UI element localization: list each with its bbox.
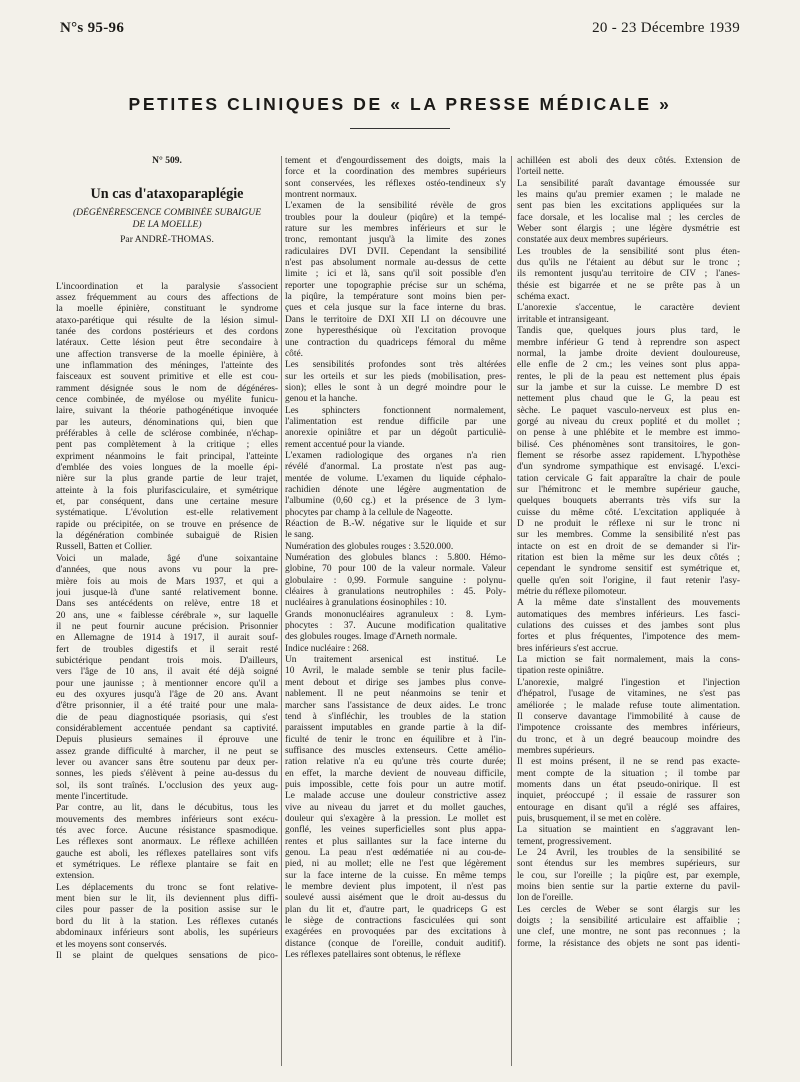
- text-line: sol, ils sont traînés. L'occlusion des yeux aug-: [56, 780, 278, 791]
- text-line: quelle qu'en soit l'origine, il faut retenir l'asy-: [517, 575, 740, 586]
- text-line: la piqûre, la température sont moins bien per-: [285, 292, 506, 303]
- text-line: joui jusque-là d'une santé relativement bonne.: [56, 587, 278, 598]
- text-line: l'albumine (0,60 cg.) et la présence de 3 lym-: [285, 496, 506, 507]
- text-line: d'être prisonnier, il a été traité pour une mala-: [56, 701, 278, 712]
- text-line: limite ; ici et là, sans qu'il soit possible d'en: [285, 269, 506, 280]
- text-line: genou. La peau n'est œdématiée ni au cou-de-: [285, 847, 506, 858]
- text-line: l'impotence croissante des membres inférieurs,: [517, 723, 740, 734]
- text-line: nettement plus chaud que le G, la peau est: [517, 394, 740, 405]
- text-line: genou et la hanche.: [285, 394, 358, 405]
- text-line: en effet, la marche devient de nouveau difficile,: [285, 768, 506, 779]
- text-line: sur l'hémitronc et le membre supérieur gauche,: [517, 484, 740, 495]
- text-line: reporter une topographie précise sur un schéma,: [285, 280, 506, 291]
- text-line: globulaire : 0,99. Formule sanguine : polynu-: [285, 575, 506, 586]
- text-line: ramment désignée sous le nom de dégénéres-: [56, 383, 278, 394]
- article-title: Un cas d'ataxoparaplégie: [90, 186, 244, 203]
- text-line: Tandis que, quelques jours plus tard, le: [517, 326, 740, 337]
- text-line: bord du lit à la station. Les réflexes cutanés: [56, 916, 278, 927]
- text-line: Indice nucléaire : 268.: [285, 643, 369, 654]
- text-line: Numération des globules rouges : 3.520.000.: [285, 541, 454, 552]
- text-line: latéraux. Cette lésion peut être secondaire à: [56, 338, 278, 349]
- text-line: par les auteurs, dénominations qui, bien que: [56, 417, 278, 428]
- column-1-body: [56, 282, 278, 963]
- text-line: métrie du réflexe pilomoteur.: [517, 587, 627, 598]
- text-line: tipation reste opiniâtre.: [517, 666, 604, 677]
- text-line: mente l'incertitude.: [56, 792, 128, 803]
- text-line: eu des oxyures jusqu'à l'âge de 20 ans. Avant: [56, 689, 278, 700]
- article-subtitle: (DÉGÉNÉRESCENCE COMBINÉE SUBAIGUE: [72, 207, 262, 219]
- text-line: ficulté de tenir le tronc en équilibre et à l'in-: [285, 734, 506, 745]
- text-line: Par contre, au lit, dans le décubitus, tous les: [56, 803, 278, 814]
- text-line: en Allemagne de 1914 à 1917, il aurait souf-: [56, 633, 278, 644]
- text-line: phocytes par champ à la cellule de Nageotte.: [285, 507, 453, 518]
- text-line: 10 Avril, le malade semble se tenir plus facile-: [285, 666, 506, 677]
- text-line: fert de troubles digestifs et il serait resté: [56, 644, 278, 655]
- text-line: pour une jaunisse ; à mentionner encore qu'il a: [56, 678, 278, 689]
- text-line: une affection transverse de la moelle épinière, à: [56, 349, 278, 360]
- text-line: le sang.: [285, 530, 314, 541]
- text-line: L'anorexie s'accentue, le caractère devient: [517, 303, 740, 314]
- text-line: ataxo-parétique qui résulte de la lésion simul-: [56, 315, 278, 326]
- text-line: forme, la résistance des objets ne sont pas identi-: [517, 938, 740, 949]
- text-line: Les cercles de Weber se sont élargis sur les: [517, 904, 740, 915]
- text-line: Les réflexes sont anormaux. Le réflexe achilléen: [56, 837, 278, 848]
- text-line: phocytes : 37. Aucune modification qualitative: [285, 621, 506, 632]
- text-line: cuisse du même côté. L'excitation appliquée à: [517, 507, 740, 518]
- text-line: entourage en disant qu'il a réglé ses affaires,: [517, 802, 740, 813]
- text-line: doigts ; la sensibilité articulaire est affaiblie ;: [517, 916, 740, 927]
- text-line: rentes, le pli de la peau est nettement plus épais: [517, 371, 740, 382]
- text-line: on pense à une phlébite et le membre est immo-: [517, 428, 740, 439]
- text-line: irritable et intransigeant.: [517, 314, 609, 325]
- text-line: le cou, sur l'oreille ; la piqûre est, par exemple,: [517, 870, 740, 881]
- text-line: ration relative n'a eu qu'une très courte durée;: [285, 757, 506, 768]
- text-line: ciles pour passer de la position assise sur le: [56, 905, 278, 916]
- text-line: Dans le territoire de DXI XII LI on découvre une: [285, 314, 506, 325]
- text-line: troubles pour la douleur (piqûre) et la tempé-: [285, 212, 506, 223]
- text-line: Dans ses antécédents on relève, entre 18 et: [56, 599, 278, 610]
- text-line: La miction se fait normalement, mais la cons-: [517, 655, 740, 666]
- text-line: zone hyperesthésique où l'excitation provoque: [285, 326, 506, 337]
- text-line: moins bien sentie sur la partie externe du pavil-: [517, 882, 740, 892]
- text-line: inquiet, préoccupé ; il essaie de rassurer son: [517, 791, 740, 802]
- text-line: et les moyens sont conservés.: [56, 939, 167, 950]
- text-line: bilisé. Ces phénomènes sont transitoires, le gon-: [517, 439, 740, 450]
- text-line: Il se plaint de quelques sensations de pico-: [56, 950, 278, 961]
- text-line: pied, ni au mollet; elle ne l'est que légèrement: [285, 859, 506, 870]
- text-line: Voici un malade, âgé d'une soixantaine: [56, 553, 278, 564]
- text-line: Les sphincters fonctionnent normalement,: [285, 405, 506, 416]
- text-line: distance (conque de l'oreille, conduit auditif).: [285, 938, 506, 949]
- text-line: la moelle épinière, constituant le syndrome: [56, 304, 278, 315]
- text-line: globine, 70 pour 100 de la valeur normale. Valeur: [285, 564, 506, 575]
- text-line: fortes et plus fréquentes, l'impotence des mem-: [517, 632, 740, 643]
- text-line: sion); elles le sont à un degré moindre pour le: [285, 382, 506, 393]
- article-number: N° 509.: [152, 156, 182, 166]
- text-line: lon de l'oreille.: [517, 893, 574, 904]
- article-author: Par ANDRÉ-THOMAS.: [120, 234, 214, 246]
- text-line: lever ou avancer sans être soutenu par deux per-: [56, 758, 278, 768]
- text-line: rachidien dénote une légère augmentation de: [285, 484, 506, 495]
- text-line: des globules rouges. Image d'Arneth normale.: [285, 632, 458, 643]
- column-3-body: [517, 156, 740, 950]
- text-line: ils remontent jusqu'au territoire de CIV ; l'anes-: [517, 269, 740, 280]
- text-line: Il conserve davantage l'immobilité à cause de: [517, 711, 740, 722]
- text-line: rentes et plus saillantes sur la face interne du: [285, 836, 506, 847]
- text-line: Les déplacements du tronc se font relative-: [56, 882, 278, 893]
- text-line: puis impossible, cette fois pour un autre motif.: [285, 779, 506, 790]
- text-line: tés avec force. Aucune résistance spasmodique.: [56, 826, 278, 837]
- text-line: Les sensibilités profondes sont très altérées: [285, 360, 506, 371]
- text-line: améliorée ; le malade refuse toute alimentation.: [517, 700, 740, 711]
- text-line: La sensibilité paraît davantage émoussée sur: [517, 178, 740, 189]
- text-line: Il est moins présent, il ne se rend pas exacte-: [517, 757, 740, 768]
- text-line: nucléaires à granulations éosinophiles : 10.: [285, 598, 447, 609]
- text-line: Numération des globules blancs : 5.800. Hémo-: [285, 553, 506, 564]
- text-line: assez fréquemment au cours des affections de: [56, 292, 278, 303]
- text-line: çues et cela jusque sur la face interne du bras.: [285, 303, 506, 314]
- text-line: systématique. L'évolution est-elle relativement: [56, 508, 278, 519]
- text-line: elle enfle de 2 cm.; les veines sont plus appa-: [517, 360, 740, 371]
- text-line: Depuis plusieurs semaines il éprouve une: [56, 735, 278, 746]
- text-line: atteinte à la fois plurifasciculaire, et symétrique: [56, 485, 278, 496]
- text-line: d'emblée des voies longues de la moelle épi-: [56, 463, 278, 474]
- text-column-2: [285, 156, 506, 961]
- text-line: considérablement accentuée pendant sa captivité.: [56, 723, 278, 734]
- text-line: du tronc, et à un degré beaucoup moindre des: [517, 734, 740, 745]
- text-line: laire, suivant la théorie pathogénétique invoquée: [56, 406, 278, 417]
- text-line: thésie est bigarrée et ne se prête pas à un: [517, 280, 740, 291]
- text-line: membre inférieur G tend à reprendre son aspect: [517, 337, 740, 348]
- text-line: Les troubles de la sensibilité sont plus éten-: [517, 246, 740, 257]
- text-line: suffisance des muscles extenseurs. Cette amélio-: [285, 745, 506, 756]
- text-line: gorgé au niveau du creux poplité et du mollet ;: [517, 416, 740, 427]
- article-subtitle: DE LA MOELLE): [132, 218, 202, 230]
- text-line: sont conservées, les réflexes ostéo-tendineux s'y: [285, 178, 506, 189]
- text-line: sonnes, les pieds s'élèvent à peine au-dessus du: [56, 769, 278, 780]
- text-line: montrent normaux.: [285, 190, 357, 201]
- text-line: sont étendus sur les membres supérieurs, sur: [517, 859, 740, 870]
- journal-section-title: PETITES CLINIQUES DE « LA PRESSE MÉDICALE »: [128, 94, 672, 114]
- text-line: moments dans un état pseudo-onirique. Il est: [517, 779, 740, 790]
- text-line: rement accentué pour la viande.: [285, 439, 405, 450]
- column-2-body: [285, 156, 506, 961]
- text-line: préférables à celle de sclérose combinée, n'échap-: [56, 429, 278, 440]
- text-line: Russell, Batten et Collier.: [56, 542, 153, 553]
- text-line: tronc, remontant jusqu'à la limite des zones: [285, 235, 506, 246]
- text-line: 20 ans, une « faiblesse cérébrale », sur laquelle: [56, 610, 278, 621]
- issue-date: 20 - 23 Décembre 1939: [592, 20, 740, 36]
- text-line: et symétriques. Le réflexe plantaire se fait en: [56, 860, 278, 871]
- text-line: die de peau diagnostiquée psoriasis, qui s'est: [56, 712, 278, 723]
- text-line: L'examen de la sensibilité révèle de gros: [285, 201, 506, 212]
- text-line: assez grande difficulté à marcher, il ne peut se: [56, 746, 278, 757]
- text-column-1: [56, 156, 278, 962]
- text-line: mentée de volume. L'examen du liquide céphalo-: [285, 473, 506, 484]
- text-line: ment debout et dirige ses jambes plus conve-: [285, 677, 506, 688]
- text-line: sèche. Le paquet vasculo-nerveux est plus en-: [517, 405, 740, 416]
- text-line: paraissent imputables en grande partie à la dif-: [285, 723, 506, 734]
- text-line: sur les orteils et sur les pieds (mobilisation, pres-: [285, 371, 506, 382]
- text-line: radiculaires DVI DVII. Cependant la sensibilité: [285, 246, 506, 257]
- text-line: ment compte de la situation ; il tombe par: [517, 768, 740, 779]
- text-line: d'un syndrome sympathique est envisagé. L'exci-: [517, 462, 740, 473]
- text-line: exagérées en provoquées par des excitations à: [285, 927, 506, 938]
- text-line: une inflammation des méninges, l'atteinte des: [56, 360, 278, 371]
- issue-number: N°s 95-96: [60, 20, 125, 36]
- text-line: Un traitement arsenical est institué. Le: [285, 655, 506, 666]
- text-line: d'années, que nous avons vu pour la pre-: [56, 565, 278, 576]
- text-line: faisceaux est souvent primitive et elle est cou-: [56, 372, 278, 383]
- text-line: l'orteil nette.: [517, 167, 564, 178]
- text-line: Réaction de B.-W. négative sur le liquide et sur: [285, 519, 506, 529]
- text-line: membres supérieurs.: [517, 745, 595, 756]
- text-line: intacte on est en droit de se demander si l'ir-: [517, 541, 740, 552]
- text-line: culations des cuisses et des jambes sont plus: [517, 621, 740, 632]
- text-line: sur les membres. Comme la sensibilité n'est pas: [517, 530, 740, 541]
- text-line: révélé d'anormal. La prostate n'est pas aug-: [285, 462, 506, 473]
- text-line: marcher sans l'assistance de deux aides. Le tronc: [285, 700, 506, 711]
- text-line: côté.: [285, 348, 303, 359]
- text-line: n'est pas absolument normale au-dessus de cette: [285, 258, 506, 269]
- text-line: quelques bouquets aberrants très vifs sur la: [517, 496, 740, 507]
- text-line: il ne peut fournir aucune précision. Prisonnier: [56, 621, 278, 632]
- text-line: rature sur les membres inférieurs et sur le: [285, 224, 506, 235]
- text-line: anorexie opiniâtre et par un dégoût particuliè-: [285, 428, 506, 439]
- text-line: puis, brusquement, il se met en colère.: [517, 813, 661, 824]
- text-line: d'hépatrol, l'usage de vitamines, ne s'est pas: [517, 689, 740, 700]
- text-line: pent pas complètement à la critique ; elles: [56, 440, 278, 451]
- text-line: dus qu'ils ne l'étaient au début sur le tronc ;: [517, 258, 740, 269]
- text-line: cence combinée, de myélose ou myélite funicu-: [56, 395, 278, 405]
- text-line: douleur qui s'exagère à la pression. Le mollet est: [285, 813, 506, 824]
- text-line: sur la face interne de la cuisse. En même temps: [285, 870, 506, 881]
- text-line: force et la coordination des membres supérieurs: [285, 167, 506, 178]
- text-line: une contraction du quadriceps fémoral du même: [285, 337, 506, 348]
- text-line: normal, la jambe droite devient douloureuse,: [517, 348, 740, 359]
- text-line: l'alimentation est rendue difficile par une: [285, 416, 506, 427]
- text-line: tement et d'engourdissement des doigts, mais la: [285, 156, 506, 166]
- text-line: L'incoordination et la paralysie s'associent: [56, 281, 278, 292]
- text-line: mouvements des membres inférieurs sont exécu-: [56, 814, 278, 825]
- text-line: La situation se maintient en s'aggravant len-: [517, 825, 740, 836]
- text-line: extension.: [56, 871, 95, 882]
- text-line: vers l'âge de 10 ans, il avait été déjà soigné: [56, 667, 278, 678]
- text-line: nablement. Il ne peut néanmoins se tenir et: [285, 689, 506, 700]
- text-line: Les réflexes patellaires sont obtenus, le réflexe: [285, 950, 461, 961]
- text-line: constatée aux deux membres supérieurs.: [517, 235, 669, 246]
- text-line: automatiques des membres inférieurs. Les fasci-: [517, 609, 740, 620]
- text-line: tanée des cordons postérieurs et des cordons: [56, 326, 278, 337]
- column-divider: [281, 156, 282, 1066]
- text-line: et, par conséquent, dans une certaine mesure: [56, 497, 278, 508]
- text-line: Weber sont élargis ; une légère dysmétrie est: [517, 224, 740, 235]
- text-line: subictérique pendant trois mois. D'ailleurs,: [56, 655, 278, 666]
- column-divider: [511, 156, 512, 1066]
- text-line: Le 24 Avril, les troubles de la sensibilité se: [517, 847, 740, 858]
- text-line: L'examen radiologique des organes n'a rien: [285, 450, 506, 461]
- text-line: mière fois au mois de Mars 1937, et qui a: [56, 576, 278, 587]
- text-line: L'anorexie, malgré l'ingestion et l'injection: [517, 677, 740, 688]
- text-line: nière sur la plus grande partie de leur trajet,: [56, 474, 278, 485]
- text-line: cependant le syndrome sensitif est symétrique et,: [517, 564, 740, 575]
- text-column-3: [517, 156, 740, 950]
- text-line: soulevé aussi aisément que le droit au-dessus du: [285, 893, 506, 904]
- title-rule: [350, 128, 450, 129]
- text-line: ment bien sur le lit, ils deviennent plus diffi-: [56, 894, 278, 905]
- text-line: achilléen est aboli des deux côtés. Extension de: [517, 156, 740, 166]
- text-line: Grands mononucléaires agranuleux : 8. Lym-: [285, 609, 506, 620]
- text-line: A la même date s'installent des mouvements: [517, 598, 740, 609]
- text-line: le membre devient plus impotent, il n'est pas: [285, 882, 506, 892]
- text-line: sur la jambe et sur la cuisse. Le membre D est: [517, 382, 740, 393]
- text-line: D ne produit le réflexe ni sur le tronc ni: [517, 519, 740, 529]
- text-line: vive au niveau du jarret et du mollet gauches,: [285, 802, 506, 813]
- text-line: ritation est bien la même sur les deux côtés ;: [517, 553, 740, 564]
- text-line: gauche est aboli, les réflexes patellaires sont vifs: [56, 848, 278, 859]
- text-line: tement, progressivement.: [517, 836, 612, 847]
- text-line: abdominaux inférieurs sont abolis, les supérieurs: [56, 928, 278, 939]
- text-line: cléaires à granulations neutrophiles : 45. Poly-: [285, 587, 506, 598]
- text-line: bres inférieurs s'est accrue.: [517, 643, 619, 654]
- text-line: les mains qu'au premier examen ; le malade ne: [517, 190, 740, 201]
- text-line: tend à s'infléchir, les troubles de la station: [285, 711, 506, 722]
- text-line: la dégénération combinée subaiguë de Risien: [56, 531, 278, 542]
- text-line: une clef, une montre, ne sont pas reconnues ; la: [517, 927, 740, 938]
- text-line: schéma exact.: [517, 292, 570, 303]
- text-line: plan du lit et, d'autre part, le quadriceps G est: [285, 904, 506, 915]
- text-line: le siège de contractions fasciculées qui sont: [285, 916, 506, 927]
- text-line: rapide ou précipitée, on se trouve en présence de: [56, 519, 278, 530]
- text-line: expriment néanmoins le fait principal, l'atteinte: [56, 451, 278, 462]
- text-line: sent pas bien les excitations appliquées sur la: [517, 201, 740, 212]
- text-line: gonflé, les veines superficielles sont plus appa-: [285, 825, 506, 836]
- text-line: face dorsale, et les localise mal ; les cercles de: [517, 212, 740, 223]
- text-line: tation cervicale G fait apparaître la chair de poule: [517, 473, 740, 484]
- text-line: flement se résorbe assez rapidement. L'hypothèse: [517, 450, 740, 461]
- text-line: Le malade accuse une douleur constrictive assez: [285, 791, 506, 802]
